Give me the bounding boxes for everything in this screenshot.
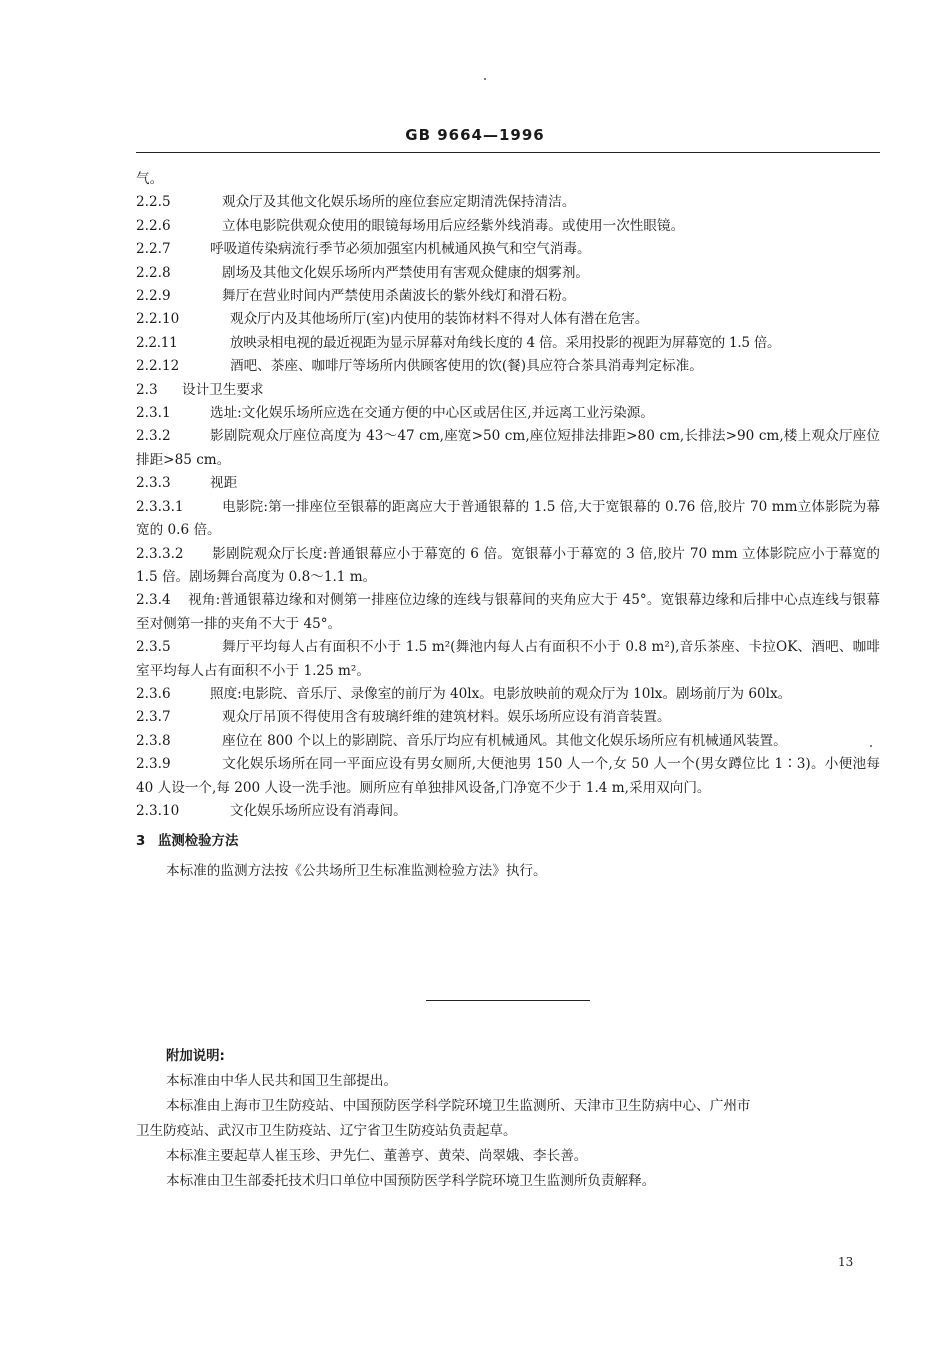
notes-line: 本标准由上海市卫生防疫站、中国预防医学科学院环境卫生监测所、天津市卫生防病中心、广州市	[166, 1098, 751, 1114]
section-2-3: 2.3 设计卫生要求	[136, 381, 264, 398]
clause-2-3-1: 2.3.1 选址:文化娱乐场所应选在交通方便的中心区或居住区,并远离工业污染源。	[136, 405, 654, 422]
clause-2-3-8: 2.3.8 座位在 800 个以上的影剧院、音乐厅均应有机械通风。其他文化娱乐场所应有机械通风装置。	[136, 732, 787, 749]
clause-2-2-9: 2.2.9 舞厅在营业时间内严禁使用杀菌波长的紫外线灯和滑石粉。	[136, 288, 576, 305]
clause-2-3-2: 2.3.2 影剧院观众厅座位高度为 43～47 cm,座宽>50 cm,座位短排法排距>80 cm,长排法>90 cm,楼上观众厅座位排距>85 cm。	[136, 428, 880, 468]
notes-line-continued: 卫生防疫站、武汉市卫生防疫站、辽宁省卫生防疫站负责起草。	[136, 1123, 517, 1139]
page-number: 13	[838, 1255, 854, 1269]
standard-header: GB 9664—1996	[405, 126, 545, 144]
clause-2-3-10: 2.3.10 文化娱乐场所应设有消毒间。	[136, 802, 407, 819]
notes-title: 附加说明:	[166, 1049, 225, 1064]
section-3-text: 本标准的监测方法按《公共场所卫生标准监测检验方法》执行。	[166, 862, 547, 879]
clause-2-3-3-2: 2.3.3.2 影剧院观众厅长度:普通银幕应小于幕宽的 6 倍。宽银幕小于幕宽的 3 倍,胶片 70 mm 立体影院应小于幕宽的 1.5 倍。剧场舞台高度为 0.8～1.1 m。	[136, 545, 880, 585]
header-rule	[136, 152, 880, 153]
clause-2-3-3: 2.3.3 视距	[136, 475, 238, 492]
clause-2-2-6: 2.2.6 立体电影院供观众使用的眼镜每场用后应经紫外线消毒。或使用一次性眼镜。	[136, 217, 685, 234]
clause-2-2-5: 2.2.5 观众厅及其他文化娱乐场所的座位套应定期清洗保持清洁。	[136, 194, 576, 211]
clause-2-3-5: 2.3.5 舞厅平均每人占有面积不小于 1.5 m²(舞池内每人占有面积不小于 0.8 m²),音乐茶座、卡拉OK、酒吧、咖啡室平均每人占有面积不小于 1.25 m²。	[136, 639, 880, 679]
notes-line: 本标准由中华人民共和国卫生部提出。	[166, 1073, 398, 1089]
clause-2-2-8: 2.2.8 剧场及其他文化娱乐场所内严禁使用有害观众健康的烟雾剂。	[136, 264, 590, 281]
clause-2-2-12: 2.2.12 酒吧、茶座、咖啡厅等场所内供顾客使用的饮(餐)具应符合茶具消毒判定标准。	[136, 358, 703, 375]
clause-2-2-10: 2.2.10 观众厅内及其他场所厅(室)内使用的装饰材料不得对人体有潜在危害。	[136, 311, 649, 328]
clause-2-3-4: 2.3.4 视角:普通银幕边缘和对侧第一排座位边缘的连线与银幕间的夹角应大于 45°。宽银幕边缘和后排中心点连线与银幕至对侧第一排的夹角不大于 45°。	[136, 592, 880, 632]
clause-2-2-11: 2.2.11 放映录相电视的最近视距为显示屏幕对角线长度的 4 倍。采用投影的视距为屏幕宽的 1.5 倍。	[136, 334, 781, 351]
notes-line: 本标准由卫生部委托技术归口单位中国预防医学科学院环境卫生监测所负责解释。	[166, 1173, 656, 1189]
clause-2-2-7: 2.2.7 呼吸道传染病流行季节必须加强室内机械通风换气和空气消毒。	[136, 241, 591, 258]
additional-notes	[136, 1044, 880, 1194]
clause-2-3-3-1: 2.3.3.1 电影院:第一排座位至银幕的距离应大于普通银幕的 1.5 倍,大于宽银幕的 0.76 倍,胶片 70 mm立体影院为幕宽的 0.6 倍。	[136, 498, 880, 539]
clause-2-3-7: 2.3.7 观众厅吊顶不得使用含有玻璃纤维的建筑材料。娱乐场所应设有消音装置。	[136, 709, 671, 726]
end-rule	[426, 1000, 590, 1001]
clause-2-3-9: 2.3.9 文化娱乐场所在同一平面应设有男女厕所,大便池男 150 人一个,女 50 人一个(男女蹲位比 1∶3)。小便池每 40 人设一个,每 200 人设一洗手池。厕所应有单独排风设备,门净宽不少于 1.4 m,采用双向门。	[136, 756, 880, 796]
notes-line: 本标准主要起草人崔玉珍、尹先仁、董善亨、黄荣、尚翠娥、李长善。	[166, 1148, 588, 1164]
scan-speck	[484, 78, 486, 80]
section-3-heading: 3 监测检验方法	[136, 834, 239, 850]
paragraph: 气。	[136, 171, 164, 187]
body-text	[136, 168, 880, 883]
clause-2-3-6: 2.3.6 照度:电影院、音乐厅、录像室的前厅为 40lx。电影放映前的观众厅为 10lx。剧场前厅为 60lx。	[136, 685, 792, 702]
